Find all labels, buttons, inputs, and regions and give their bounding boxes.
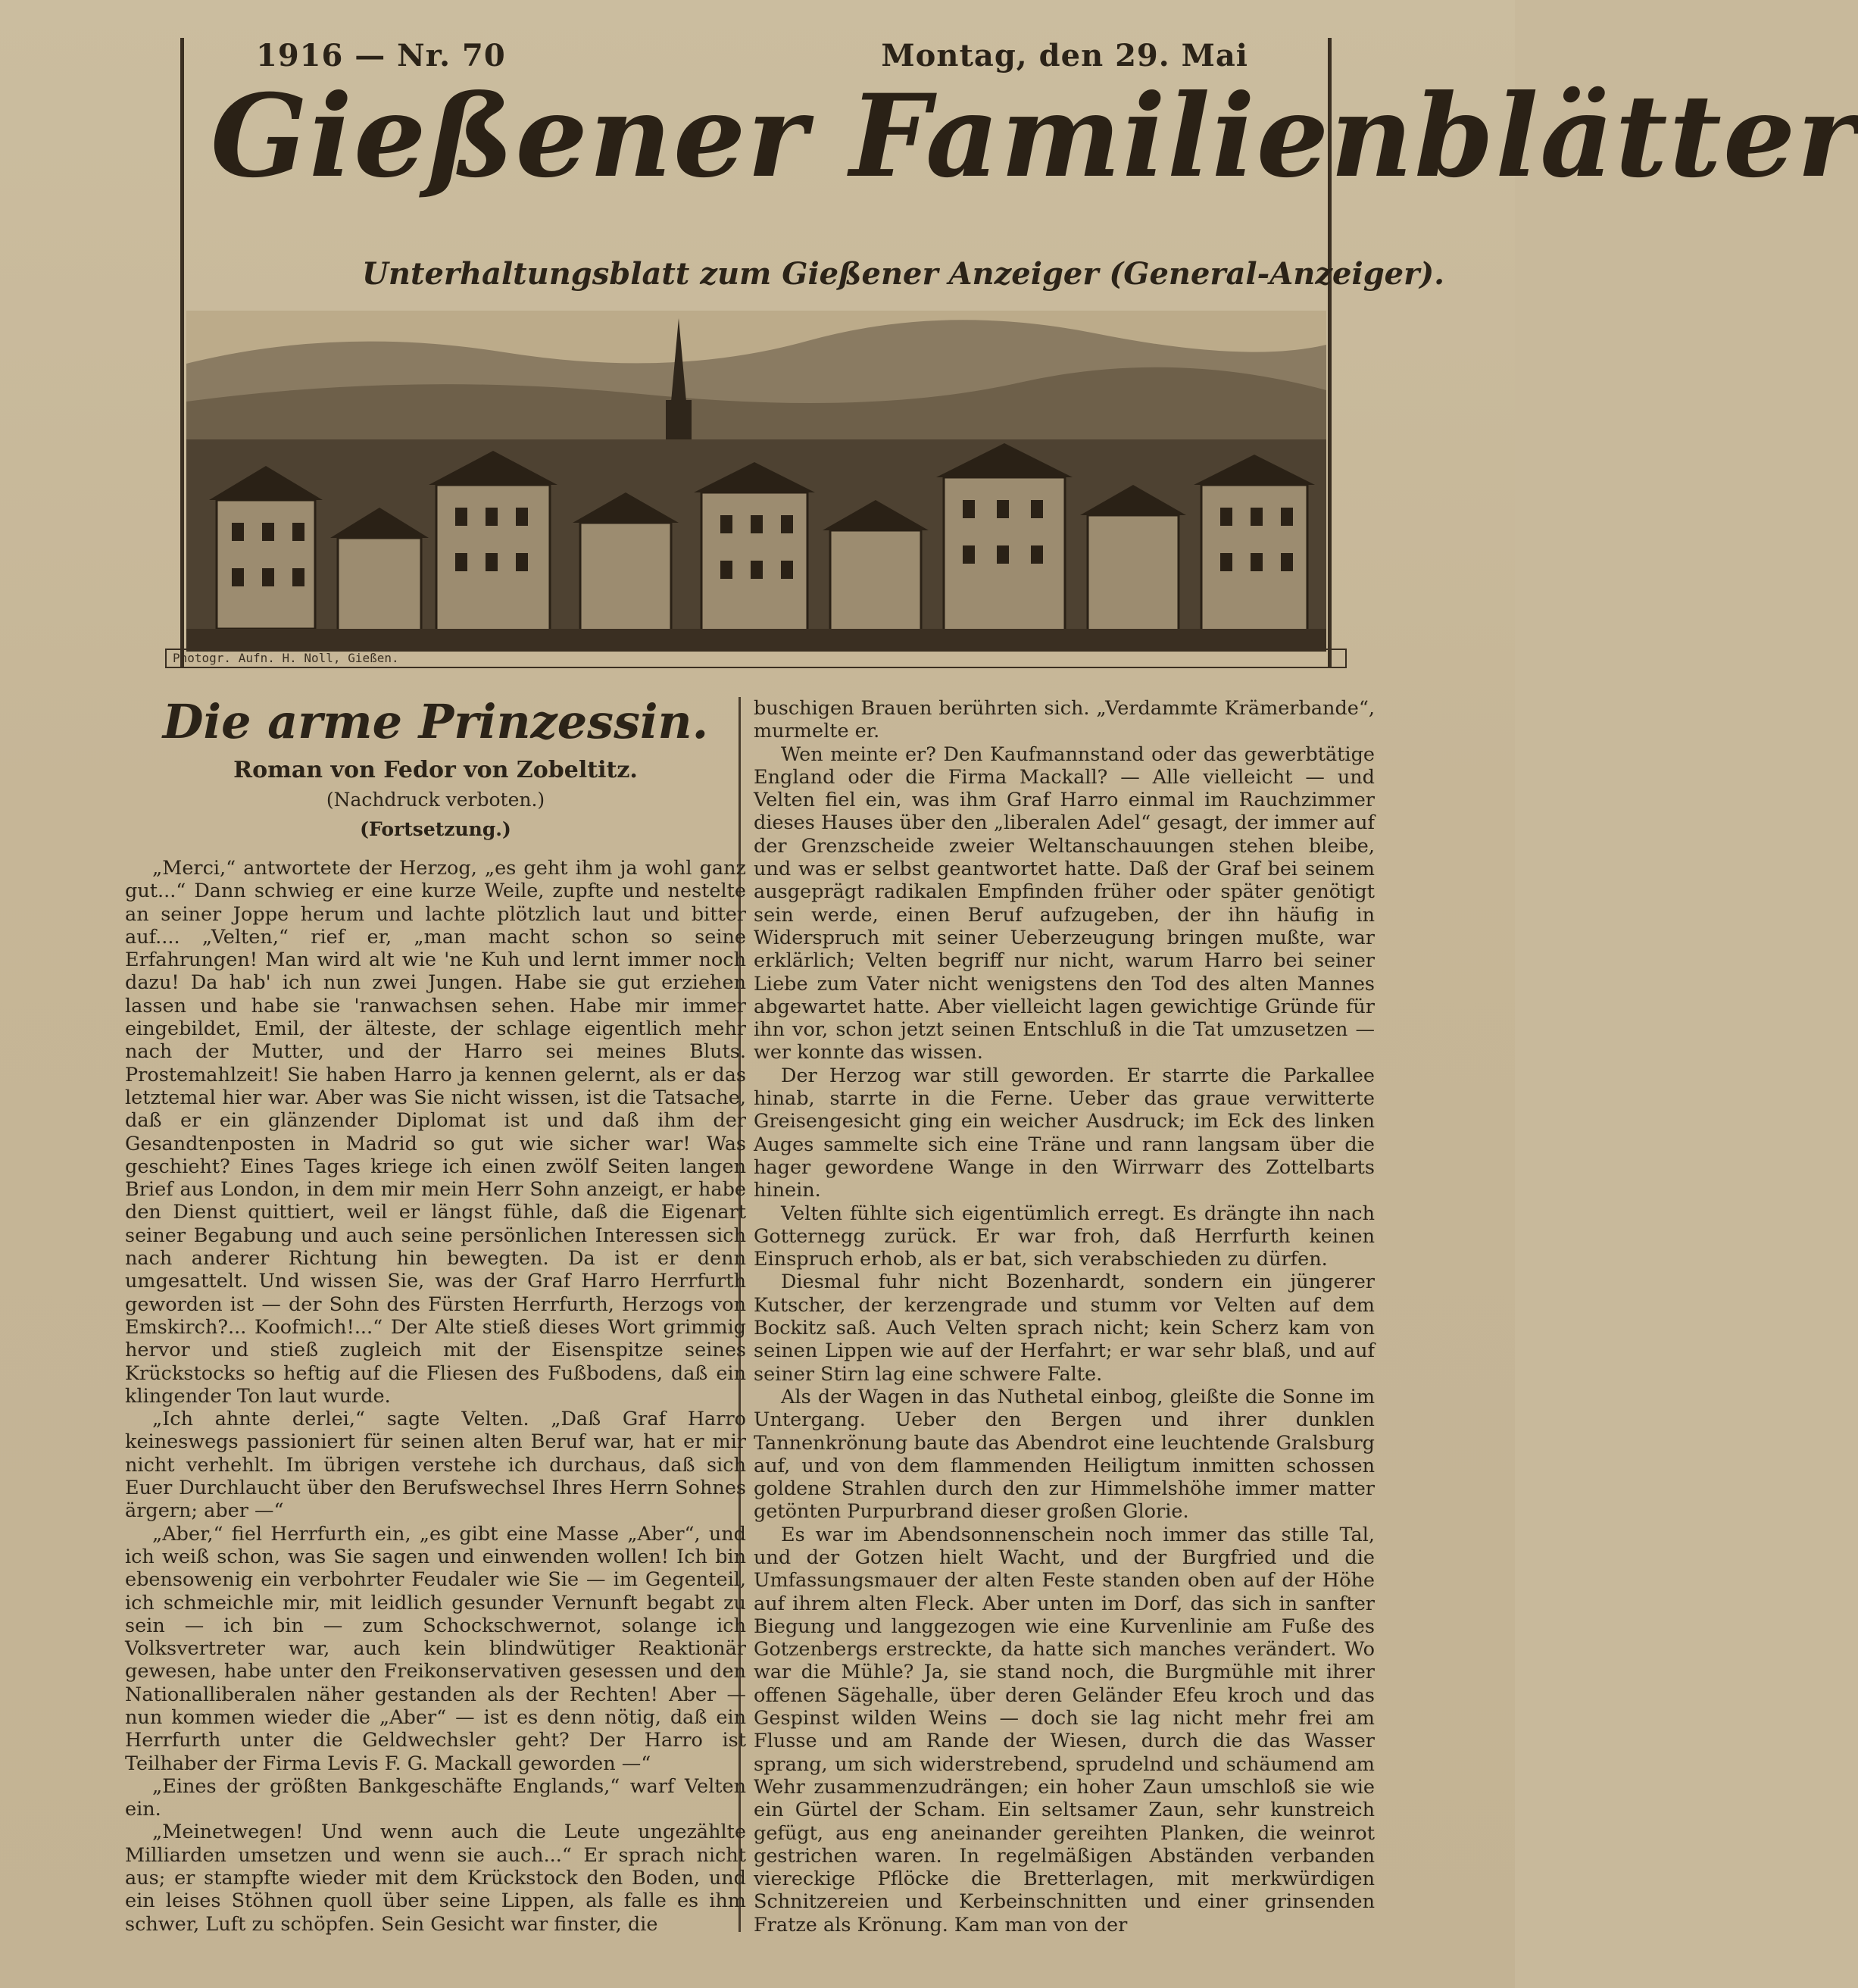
newspaper-subtitle: Unterhaltungsblatt zum Gießener Anzeiger (General-Anzeiger). bbox=[362, 256, 1445, 292]
paragraph: Diesmal fuhr nicht Bozenhardt, sondern ein jüngerer Kutscher, der kerzengrade und stumm vor Velten auf dem Bockitz saß. Auch Velten sprach nicht; kein Scherz kam von seinen Lippen wie auf der Herfahrt; er war sehr blaß, und auf seiner Stirn lag eine schwere Falte. bbox=[754, 1271, 1375, 1386]
paragraph: „Ich ahnte derlei,“ sagte Velten. „Daß Graf Harro keineswegs passioniert für seinen alten Beruf war, hat er mir nicht verhehlt. Im übrigen verstehe ich durchaus, daß sich Euer Durchlaucht über den Berufswechsel Ihres Herrn Sohnes ärgern; aber —“ bbox=[125, 1408, 746, 1523]
issue-number: 1916 — Nr. 70 bbox=[256, 38, 506, 73]
article-byline: Roman von Fedor von Zobeltitz. bbox=[233, 757, 638, 783]
continuation-note: (Fortsetzung.) bbox=[360, 818, 511, 840]
paragraph: „Eines der größten Bankgeschäfte Englands,“ warf Velten ein. bbox=[125, 1774, 746, 1821]
masthead bbox=[173, 38, 1858, 667]
right-column-text bbox=[754, 697, 1375, 1936]
paragraph: buschigen Brauen berührten sich. „Verdammte Krämerbande“, murmelte er. bbox=[754, 697, 1375, 743]
reprint-note: (Nachdruck verboten.) bbox=[326, 789, 545, 811]
left-column-text bbox=[125, 857, 746, 1936]
paragraph: „Merci,“ antwortete der Herzog, „es geht ihm ja wohl ganz gut...“ Dann schwieg er eine kurze Weile, zupfte und nestelte an seiner Joppe herum und lachte plötzlich laut und bitter auf.... „Velten,“ rief er, „man macht schon so seine Erfahrungen! Man wird alt wie 'ne Kuh und lernt immer noch dazu! Da hab' ich nun zwei Jungen. Habe sie gut erziehen lassen und habe sie 'ranwachsen sehen. Habe mir immer eingebildet, Emil, der älteste, der schlage eigentlich mehr nach der Mutter, und der Harro sei meines Bluts. Prostemahlzeit! Sie haben Harro ja kennen gelernt, als er das letztemal hier war. Aber was Sie nicht wissen, ist die Tatsache, daß er ein glänzender Diplomat ist und daß ihm der Gesandtenposten in Madrid so gut wie sicher war! Was geschieht? Eines Tages kriege ich einen zwölf Seiten langen Brief aus London, in dem mir mein Herr Sohn anzeigt, er habe den Dienst quittiert, weil er längst fühle, daß die Eigenart seiner Begabung und auch seine persönlichen Interessen sich nach anderer Richtung hin bewegten. Da ist er denn umgesattelt. Und wissen Sie, was der Graf Harro Herrfurth geworden ist — der Sohn des Fürsten Herrfurth, Herzogs von Emskirch?... Koofmich!...“ Der Alte stieß dieses Wort grimmig hervor und stieß zugleich mit der Eisenspitze seines Krückstocks so heftig auf die Fliesen des Fußbodens, daß ein klingender Ton laut wurde. bbox=[125, 857, 746, 1408]
newspaper-title: Gießener Familienblätter bbox=[211, 70, 1858, 203]
paragraph: Velten fühlte sich eigentümlich erregt. Es drängte ihn nach Gotternegg zurück. Er war froh, daß Herrfurth keinen Einspruch erhob, als er bat, sich verabschieden zu dürfen. bbox=[754, 1202, 1375, 1271]
paragraph: Als der Wagen in das Nuthetal einbog, gleißte die Sonne im Untergang. Ueber den Bergen und ihrer dunklen Tannenkrönung baute das Abendrot eine leuchtende Gralsburg auf, und von dem flammenden Heiligtum inmitten schossen goldene Strahlen durch den zur Himmelshöhe immer matter getönten Purpurbrand dieser großen Glorie. bbox=[754, 1385, 1375, 1524]
city-engraving bbox=[186, 311, 1326, 652]
left-column bbox=[125, 693, 746, 1936]
photo-credit: Photogr. Aufn. H. Noll, Gießen. bbox=[165, 649, 1347, 668]
paragraph: „Meinetwegen! Und wenn auch die Leute ungezählte Milliarden umsetzen und wenn sie auch...“ Er sprach nicht aus; er stampfte wieder mit dem Krückstock den Boden, und ein leises Stöhnen quoll über seine Lippen, als falle es ihm schwer, Luft zu schöpfen. Sein Gesicht war finster, die bbox=[125, 1821, 746, 1936]
paragraph: „Aber,“ fiel Herrfurth ein, „es gibt eine Masse „Aber“, und ich weiß schon, was Sie sagen und einwenden wollen! Ich bin ebensowenig ein verbohrter Feudaler wie Sie — im Gegenteil, ich schmeichle mir, mit leidlich gesunder Vernunft begabt zu sein — ich bin — zum Schockschwernot, solange ich Volksvertreter war, auch kein blindwütiger Reaktionär gewesen, habe unter den Freikonservativen gesessen und den Nationalliberalen näher gestanden als der Rechten! Aber — nun kommen wieder die „Aber“ — ist es denn nötig, daß ein Herrfurth unter die Geldwechsler geht? Der Harro ist Teilhaber der Firma Levis F. G. Mackall geworden —“ bbox=[125, 1522, 746, 1775]
paragraph: Der Herzog war still geworden. Er starrte die Parkallee hinab, starrte in die Ferne. Ueber das graue verwitterte Greisengesicht ging ein weicher Ausdruck; im Eck des linken Auges sammelte sich eine Träne und rann langsam über die hager gewordene Wange in den Wirrwarr des Zottelbarts hinein. bbox=[754, 1064, 1375, 1202]
paragraph: Es war im Abendsonnenschein noch immer das stille Tal, und der Gotzen hielt Wacht, und der Burgfried und die Umfassungsmauer der alten Feste standen oben auf der Höhe auf ihrem alten Fleck. Aber unten im Dorf, das sich in sanfter Biegung und langgezogen wie eine Kurvenlinie am Fuße des Gotzenbergs erstreckte, da hatte sich manches verändert. Wo war die Mühle? Ja, sie stand noch, die Burgmühle mit ihrer offenen Sägehalle, über deren Geländer Efeu kroch und das Gespinst wilden Weins — doch sie lag nicht mehr frei am Flusse und am Rande der Wiesen, durch die das Wasser sprang, um sich widerstrebend, sprudelnd und schäumend am Wehr zusammenzudrängen; ein hoher Zaun umschloß sie wie ein Gürtel der Scham. Ein seltsamer Zaun, sehr kunstreich gefügt, aus eng aneinander gereihten Planken, die weinrot gestrichen waren. In regelmäßigen Abständen verbanden viereckige Pflöcke die Bretterlagen, mit merkwürdigen Schnitzereien und Kerbeinschnitten und einer grinsenden Fratze als Krönung. Kam man von der bbox=[754, 1523, 1375, 1936]
issue-date: Montag, den 29. Mai bbox=[881, 38, 1248, 73]
right-column bbox=[754, 697, 1375, 1936]
paragraph: Wen meinte er? Den Kaufmannstand oder das gewerbtätige England oder die Firma Mackall? — Alle vielleicht — und Velten fiel ein, was ihm Graf Harro einmal im Rauchzimmer dieses Hauses über den „liberalen Adel“ gesagt, der immer auf der Grenzscheide zweier Weltanschauungen stehen bleibe, und was er selbst geantwortet hatte. Daß der Graf bei seinem ausgeprägt radikalen Empfinden früher oder später genötigt sein werde, einen Beruf aufzugeben, der ihn häufig in Widerspruch mit seiner Ueberzeugung bringen mußte, war erklärlich; Velten begriff nur nicht, warum Harro bei seiner Liebe zum Vater nicht wenigstens den Tod des alten Mannes abgewartet hatte. Aber vielleicht lagen gewichtige Gründe für ihn vor, schon jetzt seinen Entschluß in die Tat umzusetzen — wer konnte das wissen. bbox=[754, 742, 1375, 1064]
article-title: Die arme Prinzessin. bbox=[162, 694, 709, 749]
